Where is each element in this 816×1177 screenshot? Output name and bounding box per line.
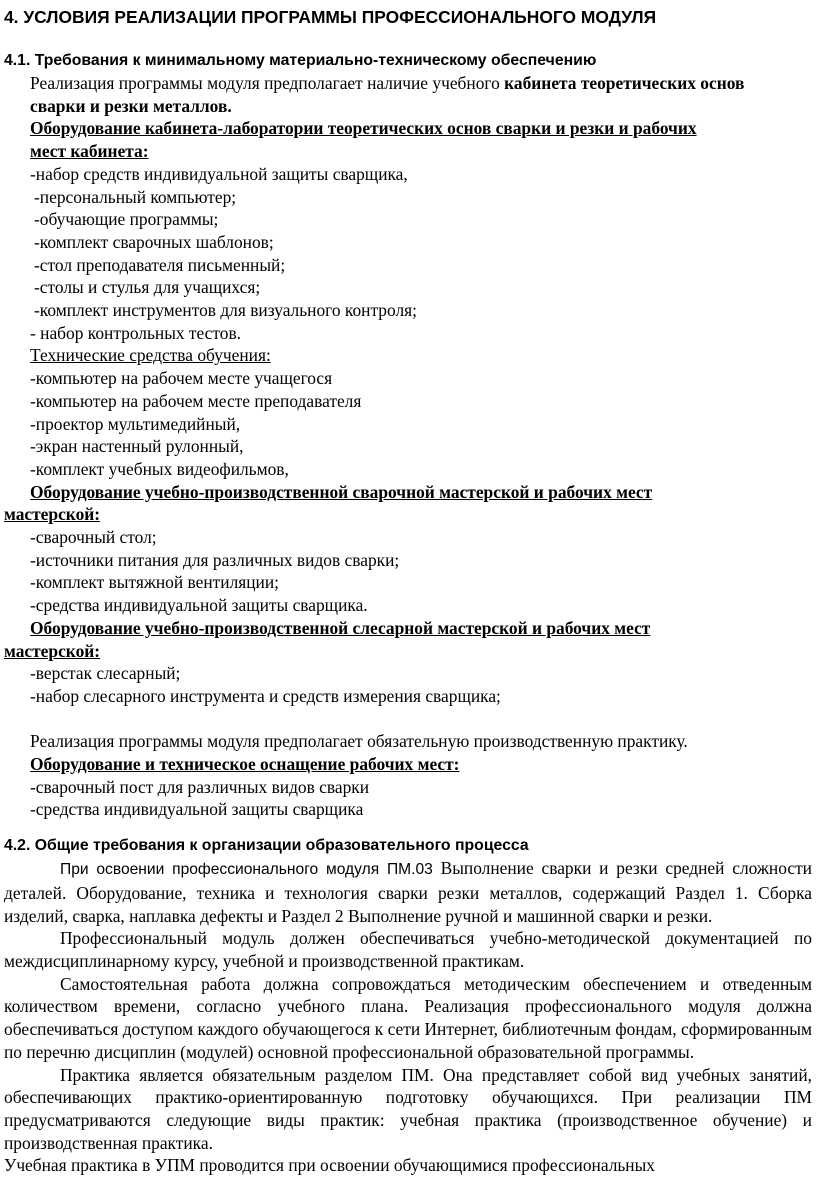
page-title: 4. УСЛОВИЯ РЕАЛИЗАЦИИ ПРОГРАММЫ ПРОФЕССИОНАЛЬНОГО МОДУЛЯ <box>4 7 657 27</box>
list-item: -стол преподавателя письменный; <box>34 254 286 275</box>
section-4-1-title: 4.1. Требования к минимальному материально-техническому обеспечению <box>4 52 597 69</box>
intro-bold-line-2: сварки и резки металлов. <box>30 95 232 116</box>
list-item: -набор средств индивидуальной защиты сварщика, <box>30 163 408 184</box>
list-item: -проектор мультимедийный, <box>30 413 241 434</box>
spacer <box>4 821 812 835</box>
list-item: -верстак слесарный; <box>30 663 181 684</box>
cabinet-heading: Оборудование кабинета-лаборатории теоретических основ сварки и резки и рабочих <box>30 118 697 139</box>
paragraph: Профессиональный модуль должен обеспечиваться учебно-методической документацией по междисциплинарному курсу, учебной и производственной практикам. <box>4 928 812 971</box>
list-item: -комплект учебных видеофильмов, <box>30 458 289 479</box>
intro-bold: кабинета теоретических основ <box>504 73 745 93</box>
tech-heading: Технические средства обучения: <box>30 345 271 366</box>
cabinet-heading-cont: мест кабинета: <box>30 141 149 162</box>
intro-line <box>4 72 812 95</box>
list-item: -комплект инструментов для визуального контроля; <box>34 300 417 321</box>
section-4-2-title: 4.2. Общие требования к организации образовательного процесса <box>4 837 529 855</box>
paragraph-text: Выполнение сварки и резки средней сложности деталей. Оборудование, техника и технология сварки резки металлов, содержащий Раздел 1. Сборка изделий, сварка, наплавка дефекты и Раздел 2 Выполнение ручной и машинной сварки и резки. <box>4 858 812 926</box>
weld-heading-cont: мастерской: <box>4 504 101 525</box>
list-item: -обучающие программы; <box>34 209 219 230</box>
list-item: -компьютер на рабочем месте преподавателя <box>30 390 362 411</box>
list-item: -сварочный стол; <box>30 527 157 548</box>
paragraph: Практика является обязательным разделом ПМ. Она представляет собой вид учебных занятий, обеспечивающих практико-ориентированную подготовку обучающихся. При реализации ПМ предусматриваются следующие виды практик: учебная практика (производственное обучение) и производственная практика. <box>4 1064 812 1153</box>
list-item: -источники питания для различных видов сварки; <box>30 549 400 570</box>
practice-text: Реализация программы модуля предполагает обязательную производственную практику. <box>30 731 688 752</box>
intro-text: Реализация программы модуля предполагает наличие учебного <box>30 73 505 93</box>
lock-heading: Оборудование учебно-производственной слесарной мастерской и рабочих мест <box>30 617 651 638</box>
paragraph: Самостоятельная работа должна сопровождаться методическим обеспечением и отведенным количеством времени, согласно учебного плана. Реализация профессионального модуля должна обеспечиваться доступом каждого обучающегося к сети Интернет, библиотечным фондам, сформированным по перечню дисциплин (модулей) основной профессиональной образовательной программы. <box>4 973 812 1062</box>
spacer <box>4 708 812 731</box>
list-item: -набор слесарного инструмента и средств измерения сварщика; <box>30 685 501 706</box>
paragraph-lead: При освоении профессионального модуля ПМ.03 <box>60 861 441 879</box>
list-item: -сварочный пост для различных видов сварки <box>30 776 370 797</box>
list-item: -комплект сварочных шаблонов; <box>34 231 274 252</box>
list-item: -комплект вытяжной вентиляции; <box>30 572 280 593</box>
list-item: - набор контрольных тестов. <box>30 322 242 343</box>
weld-heading: Оборудование учебно-производственной сварочной мастерской и рабочих мест <box>30 481 653 502</box>
list-item: -средства индивидуальной защиты сварщика. <box>30 595 368 616</box>
workplace-heading: Оборудование и техническое оснащение рабочих мест: <box>30 754 460 775</box>
list-item: -столы и стулья для учащихся; <box>34 277 261 298</box>
list-item: -персональный компьютер; <box>34 186 237 207</box>
lock-heading-cont: мастерской: <box>4 640 101 661</box>
paragraph-start: Учебная практика в УПМ проводится при освоении обучающимися профессиональных <box>4 1155 655 1176</box>
list-item: -средства индивидуальной защиты сварщика <box>30 799 364 820</box>
paragraph <box>4 857 812 927</box>
list-item: -компьютер на рабочем месте учащегося <box>30 368 333 389</box>
list-item: -экран настенный рулонный, <box>30 436 244 457</box>
document-page <box>4 6 812 1177</box>
